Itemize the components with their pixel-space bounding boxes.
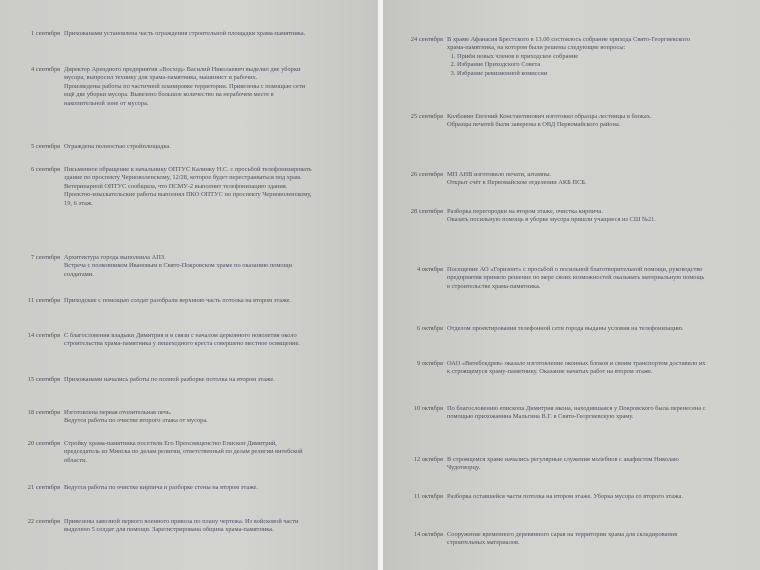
entry-paragraph: Посещение АО «Горизонт» с просьбой о посильной благотворительной помощи, руководство предприятия приняло решение по мере своих возможностей оказывать материальную помощь в строительстве храма-памятника. — [447, 266, 705, 290]
entry-paragraph: Встреча с полковником Ивановым в Свято-Покровском храме по оказанию помощи солдатами. — [64, 262, 292, 278]
entry-paragraph: Разборка оставшейся части потолка на втором этаже. Уборка мусора со второго этажа. — [447, 493, 683, 500]
entry-text — [447, 405, 707, 422]
entry-text — [447, 113, 707, 130]
entry-text — [447, 36, 707, 78]
entry-paragraph: Отделом проектирования телефонной сети города выданы условия на телефонизацию. — [447, 325, 684, 332]
entry-date: 6 октября — [416, 325, 443, 332]
entry-text — [64, 518, 314, 535]
agenda-item: 2. Избрание Приходского Совета — [457, 61, 707, 69]
entry-paragraph: Колбовин Евгений Константинович изготовил образцы лестницы в блоках. — [447, 113, 652, 120]
entry-date: 4 сентября — [31, 66, 60, 73]
entry-text — [64, 66, 314, 108]
entry-paragraph: Образцы печатей были заверены в ОВД Первомайского района. — [447, 121, 621, 129]
entry-date: 14 сентября — [27, 332, 60, 339]
entry-paragraph: Открыт счёт в Первомайском отделении АКБ ПСБ. — [447, 179, 587, 187]
entry-paragraph: Разборка перегородки на втором этаже, очистка кирпича. — [447, 208, 603, 215]
entry-paragraph: Прихожанами начались работы по полной разборке потолка на втором этаже. — [64, 376, 275, 383]
entry-paragraph: В храме Афанасия Брестского в 13.00 состоялось собрание прихода Свято-Георгиевского храма-памятника, на котором были решены следующие вопросы: — [447, 36, 691, 52]
entry-date: 25 сентября — [410, 113, 443, 120]
entry-paragraph: Проектно-изыскательские работы выполнял ПКО ОПТУС по проспекту Черноволенскому, 19, 6 этаж. — [64, 191, 312, 207]
entry-date: 21 сентября — [27, 484, 60, 491]
entry-text — [64, 440, 314, 465]
agenda-item: 1. Приём новых членов в приходское собрание — [457, 53, 707, 61]
entry-date: 6 сентября — [31, 166, 60, 173]
entry-text — [64, 30, 314, 38]
entry-text — [64, 143, 314, 151]
entry-date: 18 сентября — [27, 409, 60, 416]
entry-paragraph: Произведены работы по частичной планировке территории. Привезены с помощью сети ещё две уборки мусора. Вывезено большое количество на нерабочем месте в накопительной зоне от мусора. — [64, 82, 306, 107]
agenda-item: 3. Избрание ревизионной комиссии — [457, 70, 707, 78]
entry-text — [64, 254, 314, 279]
entry-paragraph: С благословения владыки Димитрия и в связи с началом церковного новолетия около строительства храма-памятника у пешеходного креста совершено местное освящение. — [64, 332, 300, 348]
entry-date: 22 сентября — [27, 518, 60, 525]
entry-paragraph: Письменное обращение к начальнику ОПТУС Калинку Н.С. с просьбой телефонизировать здание по проспекту Черноволенскому, 12/28, которое будет перестраиваться под храм. Ветеринарной ОПТУС сообщила, что ПСМУ-2 выполнит телефонизацию здания. — [64, 166, 312, 190]
entry-paragraph: Ограждена полностью стройплощадка. — [64, 143, 171, 150]
entry-text — [64, 166, 314, 208]
entry-date: 11 сентября — [28, 297, 60, 304]
entry-date: 20 сентября — [27, 440, 60, 447]
left-page — [0, 0, 378, 570]
entry-paragraph: По благословению епископа Димитрия икона, находившаяся у Покровского была перенесена с помощью прихожанина Мальгина В.Г. в Свято-Георгиевскую храму. — [447, 405, 706, 421]
entry-paragraph: Директор Арендного предприятия «Восход» Василий Николаевич выделил две уборки мусора, выпросил технику для храма-памятника, машинист и рабочих. — [64, 66, 301, 82]
entry-date: 15 сентября — [27, 376, 60, 383]
entry-paragraph: В строящемся храме начались регулярные служения молебнов с акафистом Николаю Чудотворцу. — [447, 456, 679, 472]
entry-paragraph: Прихожанами установлена часть ограждения строительной площадки храма-памятника. — [64, 30, 306, 37]
entry-text — [447, 360, 707, 377]
entry-date: 7 сентября — [31, 254, 60, 261]
entry-date: 28 сентября — [410, 208, 443, 215]
entry-paragraph: ОАО «Витебскдрев» оказало изготовление оконных блоков и своим транспортом доставило их к строящемуся храму-памятнику. Оказание начатых работ на втором этаже. — [447, 360, 706, 376]
entry-text — [447, 456, 707, 473]
entry-paragraph: Ведутся работы по очистке второго этажа от мусора. — [64, 417, 208, 425]
agenda-list — [447, 53, 707, 78]
entry-text — [447, 266, 707, 291]
right-page — [383, 0, 760, 570]
entry-date: 14 октября — [413, 531, 443, 538]
entry-date: 1 сентября — [31, 30, 60, 37]
entry-date: 4 октября — [416, 266, 443, 273]
entry-paragraph: Ведутся работы по очистке кирпича и разборке стены на втором этаже. — [64, 484, 258, 491]
entry-date: 10 октября — [413, 405, 443, 412]
entry-date: 12 октября — [413, 456, 443, 463]
entry-paragraph: Оказать посильную помощь в уборке мусора пришли учащиеся из СШ №21. — [447, 216, 656, 224]
entry-text — [447, 531, 707, 548]
entry-text — [447, 493, 707, 501]
entry-date: 11 октября — [413, 493, 443, 500]
entry-text — [64, 332, 314, 349]
entry-text — [64, 376, 314, 384]
entry-date: 24 сентября — [410, 36, 443, 43]
entry-text — [447, 208, 707, 225]
entry-text — [64, 484, 314, 492]
entry-paragraph: Привезены завозной первого военного привоза по плану чертежа. Из войсковой части выделено 5 солдат для помощи. Зарегистрирована община храма-памятника. — [64, 518, 299, 534]
entry-paragraph: МП АНВ изготовило печати, штампы. — [447, 171, 552, 178]
entry-text — [447, 171, 707, 188]
entry-text — [64, 409, 314, 426]
entry-paragraph: Сооружение временного деревянного сарая на территории храма для складирования строительных материалов. — [447, 531, 678, 547]
entry-date: 26 сентября — [410, 171, 443, 178]
entry-paragraph: Изготовлена первая отопительная печь. — [64, 409, 172, 416]
entry-text — [447, 325, 707, 333]
entry-date: 5 сентября — [31, 143, 60, 150]
entry-text — [64, 297, 314, 305]
entry-paragraph: Приходские с помощью солдат разобрали верхнюю часть потолка на втором этаже. — [64, 297, 292, 304]
entry-date: 9 октября — [416, 360, 443, 367]
entry-paragraph: Стройку храма-памятника посетили Его Преосвященство Епископ Димитрий, председатель из Минска по делам религии, ответственный по делам религии витебской области. — [64, 440, 303, 464]
entry-paragraph: Архитектура города выполнила АПЗ. — [64, 254, 166, 261]
